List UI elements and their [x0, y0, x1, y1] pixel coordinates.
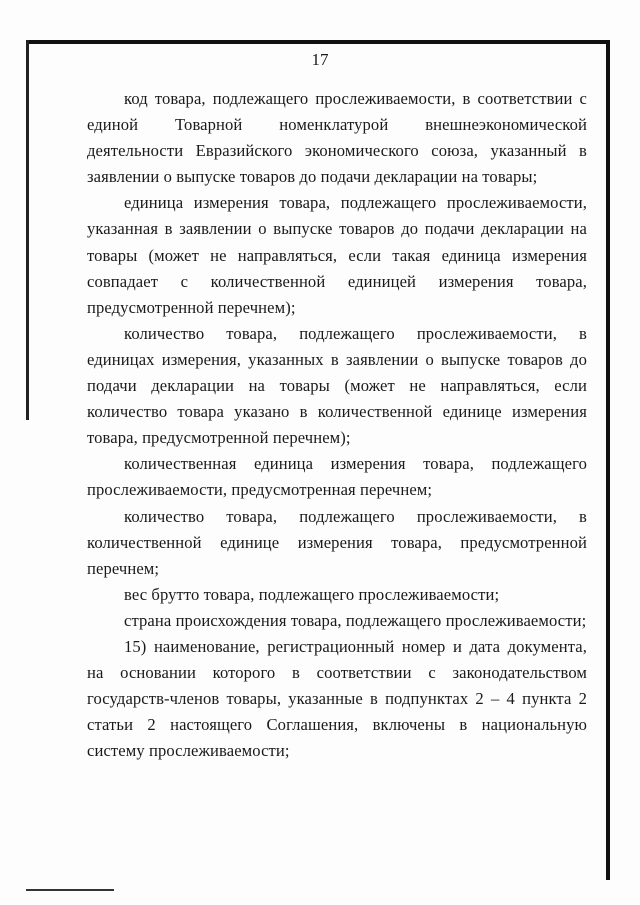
paragraph-quantity-in-unit: количество товара, подлежащего прослеживаемости, в количественной единице измерения товара, предусмотренной перечнем; — [87, 506, 587, 578]
frame-right-border — [606, 40, 610, 880]
document-body — [87, 86, 587, 764]
paragraph-product-code: код товара, подлежащего прослеживаемости, в соответствии с единой Товарной номенклатурой внешнеэкономической деятельности Евразийского экономического союза, указанный в заявлении о выпуске товаров до подачи декларации на товары; — [87, 89, 587, 187]
frame-top-border — [26, 40, 610, 44]
paragraph-quantitative-unit: количественная единица измерения товара, подлежащего прослеживаемости, предусмотренная перечнем; — [87, 454, 587, 500]
paragraph-item-15: 15) наименование, регистрационный номер и дата документа, на основании которого в соответствии с законодательством государств-членов товары, указанные в подпунктах 2 – 4 пункта 2 статьи 2 настоящего Соглашения, включены в национальную систему прослеживаемости; — [87, 636, 587, 761]
paragraph-country-of-origin: страна происхождения товара, подлежащего прослеживаемости; — [124, 610, 587, 630]
paragraph-quantity: количество товара, подлежащего прослеживаемости, в единицах измерения, указанных в заявлении о выпуске товаров до подачи декларации на товары (может не направляться, если количество товара указано в количественной единице измерения товара, предусмотренной перечнем); — [87, 323, 587, 448]
page-number: 17 — [311, 50, 329, 69]
frame-bottom-border — [26, 889, 114, 891]
paragraph-gross-weight: вес брутто товара, подлежащего прослеживаемости; — [124, 584, 500, 604]
frame-left-border — [26, 40, 29, 420]
paragraph-unit-of-measure: единица измерения товара, подлежащего прослеживаемости, указанная в заявлении о выпуске товаров до подачи декларации на товары (может не направляться, если такая единица измерения совпадает с количественной единицей измерения товара, предусмотренной перечнем); — [87, 193, 587, 317]
